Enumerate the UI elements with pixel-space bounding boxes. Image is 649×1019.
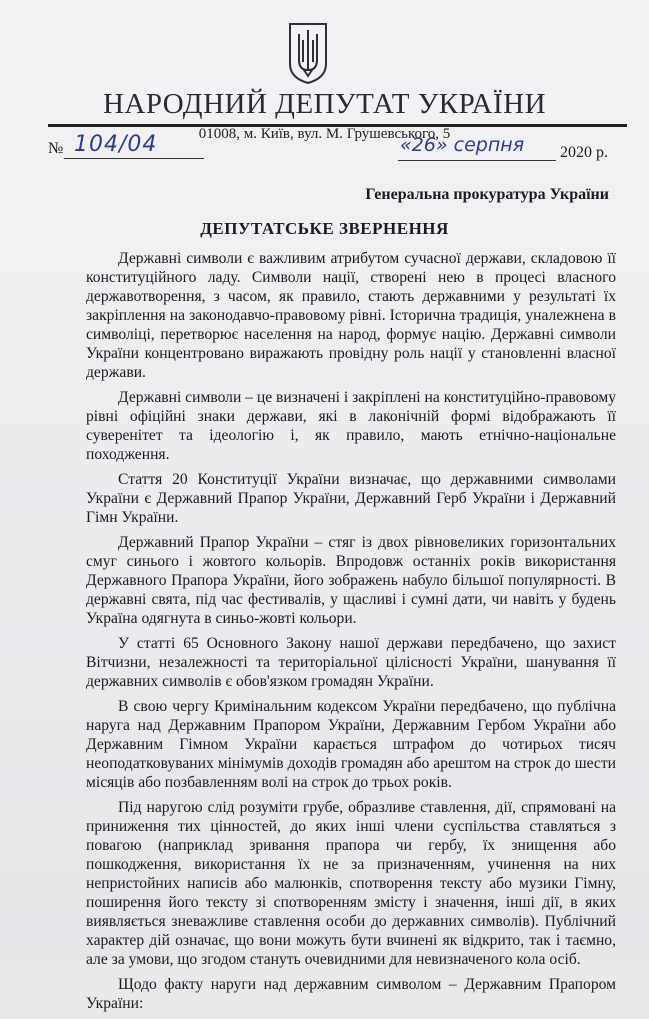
reference-date <box>398 134 618 166</box>
reference-number-value: 104/04 <box>74 132 158 157</box>
trident-icon <box>286 20 330 86</box>
date-year: 2020 р. <box>560 144 608 161</box>
header-address: 01008, м. Київ, вул. М. Грушевського, 5 <box>198 126 451 142</box>
paragraph: Щодо факту наруги над державним символом – Державним Прапором України: <box>86 976 616 1012</box>
paragraph: У статті 65 Основного Закону нашої держави передбачено, що захист Вітчизни, незалежності та територіальної цілісності України, шанування її державних символів є обов'язком громадян України. <box>86 635 616 690</box>
paragraph: Державний Прапор України – стяг із двох рівновеликих горизонтальних смуг синього і жовтого кольорів. Впродовж останніх років використання Державного Прапора України, його зображень набуло більшої популярності. В державні свята, під час фестивалів, у щасливі і сумні дати, чи навіть у будень Україна одягнута в синьо-жовті кольори. <box>86 534 616 627</box>
document-title: ДЕПУТАТСЬКЕ ЗВЕРНЕННЯ <box>200 219 449 238</box>
document-body <box>86 249 616 1019</box>
paragraph: Стаття 20 Конституції України визначає, що державними символами України є Державний Прапор України, Державний Герб України і Державний Гімн України. <box>86 471 616 526</box>
reference-number <box>48 132 158 158</box>
date-handwritten: «26» серпня <box>400 134 525 156</box>
reference-number-label: № <box>48 140 64 157</box>
paragraph: Державні символи – це визначені і закріплені на конституційно-правовому рівні офіційні знаки держави, які в лаконічній формі відображають її суверенітет та ідеологію і, як правило, мають етнічно-національне походження. <box>86 389 617 463</box>
header-title: НАРОДНИЙ ДЕПУТАТ УКРАЇНИ <box>102 88 547 120</box>
paragraph: В свою чергу Кримінальним кодексом України передбачено, що публічна наруга над Державним Прапором України, Державним Гербом України або Державним Гімном України карається штрафом до чотирьох тисяч неоподатковуваних мінімумів доходів громадян або арештом на строк до шести місяців або позбавленням волі на строк до трьох років. <box>86 698 616 791</box>
paragraph: Під наругою слід розуміти грубе, образливе ставлення, дії, спрямовані на приниження тих цінностей, до яких інші члени суспільства ставляться з повагою (наприклад зривання прапора чи гербу, їх знищення або пошкодження, використання їх не за призначенням, учинення на них непристойних написів або малюнків, спотворення тексту або музики Гімну, поширення його тексту зі спотворенням змісту і значення, інші дії, в яких виявляється зневажливе ставлення особи до державних символів). Публічний характер дій означає, що вони можуть бути вчинені як відкрито, так і таємно, але за умови, що згодом стануть очевидними для невизначеного кола осіб. <box>86 799 616 968</box>
date-line <box>398 160 556 161</box>
reference-number-line <box>64 158 204 159</box>
paragraph: Державні символи є важливим атрибутом сучасної держави, складовою її конституційного ладу. Символи нації, створені нею в процесі власного державотворення, з часом, як правило, стають державними у результаті їх закріплення на законодавчо-правовому рівні. Історична традиція, уналежнена в символіці, перетворює населення на народ, формує націю. Державні символи України концентровано виражають провідну роль нації у становленні власної держави. <box>86 250 616 381</box>
addressee: Генеральна прокуратура України <box>365 186 609 203</box>
